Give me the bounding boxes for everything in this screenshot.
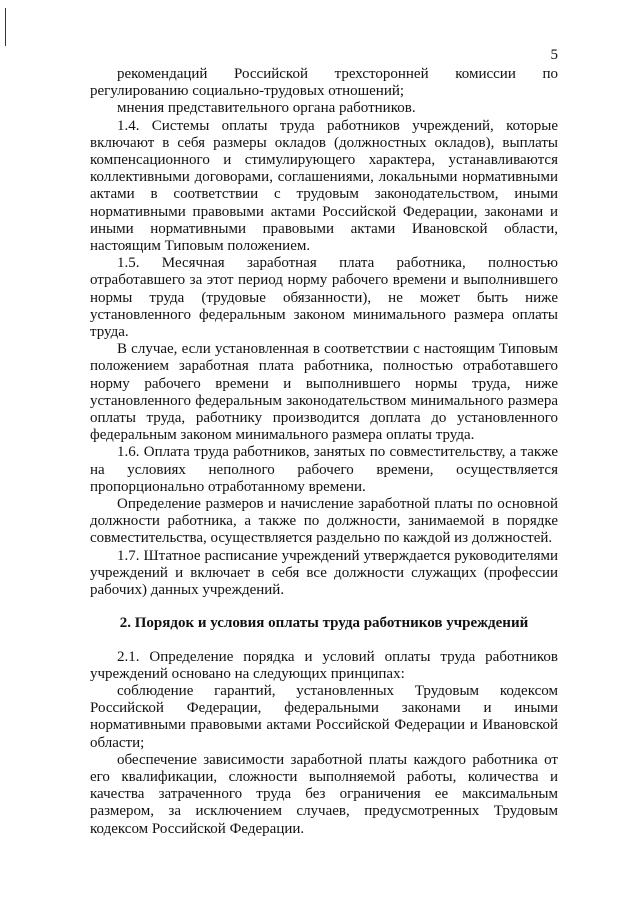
- paragraph-qualification-dependence: обеспечение зависимости заработной платы каждого работника от его квалификации, сложности выполняемой работы, количества и качества затраченного труда без ограничения ее максимальным размером, за исключением случаев, предусмотренных Трудовым кодексом Российской Федерации.: [90, 751, 558, 837]
- paragraph-guarantees: соблюдение гарантий, установленных Трудовым кодексом Российской Федерации, федеральными законами и иными нормативными правовыми актами Российской Федерации и Ивановской области;: [90, 682, 558, 751]
- paragraph-2-1: 2.1. Определение порядка и условий оплаты труда работников учреждений основано на следующих принципах:: [90, 648, 558, 682]
- paragraph-1-6: 1.6. Оплата труда работников, занятых по совместительству, а также на условиях неполного рабочего времени, осуществляется пропорционально отработанному времени.: [90, 444, 558, 495]
- paragraph-1-7: 1.7. Штатное расписание учреждений утверждается руководителями учреждений и включает в себя все должности служащих (профессии рабочих) данных учреждений.: [90, 547, 558, 599]
- paragraph-recommendations-line2: регулированию социально-трудовых отношений;: [90, 83, 405, 100]
- paragraph-minimum-wage-supplement: В случае, если установленная в соответствии с настоящим Типовым положением заработная плата работника, полностью отработавшего норму рабочего времени и выполнившего нормы труда, ниже установленного федеральным законодательством минимального размера оплаты труда, работнику производится доплата до установленного федеральным законом минимального размера оплаты труда.: [90, 341, 558, 444]
- paragraph-1-5: 1.5. Месячная заработная плата работника, полностью отработавшего за этот период норму рабочего времени и выполнившего нормы труда (трудовые обязанности), не может быть ниже установленного федеральным законом минимального размера оплаты труда.: [90, 255, 558, 341]
- scan-edge-line: [5, 8, 6, 46]
- page-number: 5: [550, 47, 558, 63]
- paragraph-separate-calculation: Определение размеров и начисление заработной платы по основной должности работника, а также по должности, занимаемой в порядке совместительства, осуществляется раздельно по каждой из должностей.: [90, 496, 558, 547]
- paragraph-1-4: 1.4. Системы оплаты труда работников учреждений, которые включают в себя размеры окладов (должностных окладов), выплаты компенсационного и стимулирующего характера, устанавливаются коллективными договорами, соглашениями, локальными нормативными актами в соответствии с трудовым законодательством, иными нормативными правовыми актами Российской Федерации, законами и иными нормативными правовыми актами Ивановской области, настоящим Типовым положением.: [90, 117, 558, 255]
- page-body: [90, 66, 558, 838]
- section-heading: 2. Порядок и условия оплаты труда работников учреждений: [119, 615, 529, 632]
- paragraph-recommendations-line1: рекомендаций Российской трехсторонней комиссии по: [117, 66, 558, 82]
- paragraph-employee-opinion: мнения представительного органа работников.: [117, 100, 416, 117]
